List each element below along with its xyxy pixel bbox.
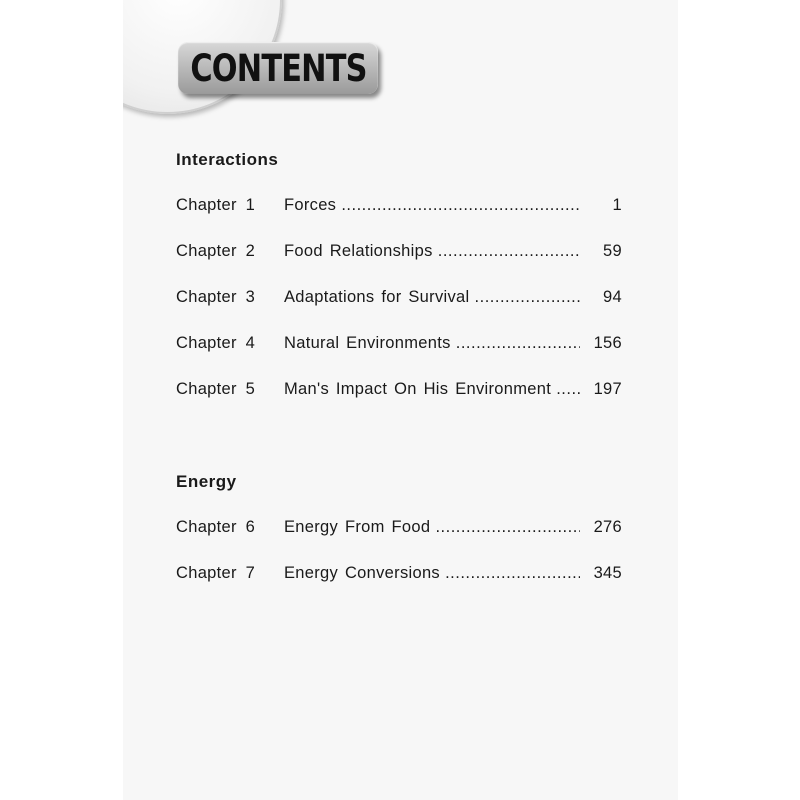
- section-heading-energy: Energy: [176, 472, 237, 491]
- chapter-number: Chapter 6: [176, 518, 256, 536]
- chapter-title: Man's Impact On His Environment: [284, 380, 552, 398]
- chapter-title: Forces: [284, 196, 337, 214]
- toc-entry[interactable]: [176, 334, 622, 358]
- contents-badge: [178, 42, 378, 94]
- page-number: 94: [603, 288, 622, 306]
- page-number: 197: [593, 380, 622, 398]
- chapter-number: Chapter 5: [176, 380, 256, 398]
- book-page: [123, 0, 678, 800]
- page-number: 156: [593, 334, 622, 352]
- toc-entry[interactable]: [176, 196, 622, 220]
- chapter-title: Energy From Food: [284, 518, 431, 536]
- page-title: CONTENTS: [189, 46, 367, 90]
- chapter-title: Energy Conversions: [284, 564, 440, 582]
- chapter-title: Natural Environments: [284, 334, 451, 352]
- chapter-number: Chapter 3: [176, 288, 256, 306]
- page-number: 276: [593, 518, 622, 536]
- toc-entry[interactable]: [176, 288, 622, 312]
- chapter-number: Chapter 4: [176, 334, 256, 352]
- toc-entry[interactable]: [176, 518, 622, 542]
- chapter-number: Chapter 2: [176, 242, 256, 260]
- chapter-number: Chapter 1: [176, 196, 256, 214]
- toc-entry[interactable]: [176, 564, 622, 588]
- page-number: 345: [593, 564, 622, 582]
- chapter-title: Food Relationships: [284, 242, 433, 260]
- chapter-number: Chapter 7: [176, 564, 256, 582]
- toc-entry[interactable]: [176, 380, 622, 404]
- chapter-title: Adaptations for Survival: [284, 288, 470, 306]
- section-heading-interactions: Interactions: [176, 150, 279, 169]
- page-number: 1: [612, 196, 622, 214]
- toc-entry[interactable]: [176, 242, 622, 266]
- page-number: 59: [603, 242, 622, 260]
